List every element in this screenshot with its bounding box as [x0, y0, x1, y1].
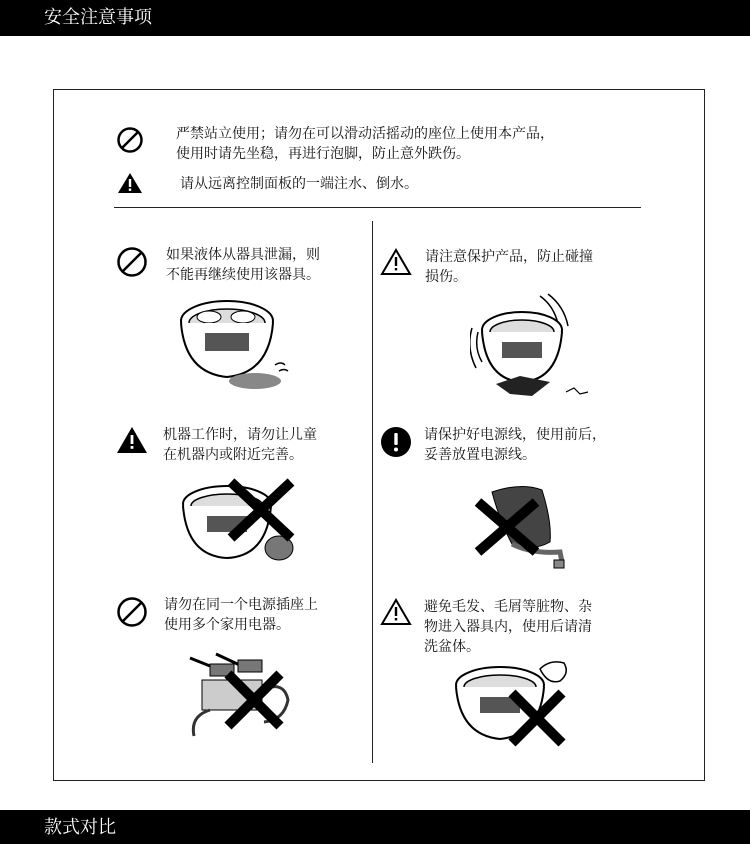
note-fill-water: 请从远离控制面板的一端注水、倒水。: [180, 176, 418, 192]
power-strip-illustration: [180, 650, 295, 740]
section-title: 安全注意事项: [44, 7, 152, 28]
footbath-debris-illustration: [450, 655, 575, 750]
item-protect-text: 请注意保护产品，防止碰撞 损伤。: [425, 249, 593, 285]
next-section-title: 款式对比: [44, 817, 116, 838]
footbath-children-illustration: [175, 478, 300, 578]
warning-outline-icon: [380, 248, 412, 276]
power-cord-illustration: [472, 482, 577, 577]
item-cord-text: 请保护好电源线，使用前后， 妥善放置电源线。: [424, 427, 606, 463]
footbath-leak-illustration: [175, 295, 300, 395]
note-no-standing: 严禁站立使用；请勿在可以滑动活摇动的座位上使用本产品， 使用时请先坐稳，再进行泡脚，防止意外跌伤。: [176, 126, 554, 162]
warning-filled-icon: [116, 426, 148, 454]
prohibit-icon: [116, 126, 144, 154]
divider-horizontal: [114, 207, 641, 208]
warning-filled-icon: [117, 172, 143, 194]
section-header-bar-next: [0, 810, 750, 844]
item-debris-text: 避免毛发、毛屑等脏物、杂 物进入器具内，使用后请清 洗盆体。: [424, 599, 592, 655]
item-leak-text: 如果液体从器具泄漏，则 不能再继续使用该器具。: [166, 247, 320, 283]
prohibit-icon: [116, 596, 148, 628]
item-children-text: 机器工作时，请勿让儿童 在机器内或附近完善。: [163, 427, 317, 463]
item-socket-text: 请勿在同一个电源插座上 使用多个家用电器。: [164, 597, 318, 633]
divider-vertical: [372, 221, 373, 763]
exclamation-circle-icon: [380, 426, 412, 458]
warning-outline-icon: [380, 598, 412, 626]
section-header-bar: [0, 0, 750, 36]
prohibit-icon: [116, 246, 148, 278]
footbath-impact-illustration: [470, 292, 595, 402]
